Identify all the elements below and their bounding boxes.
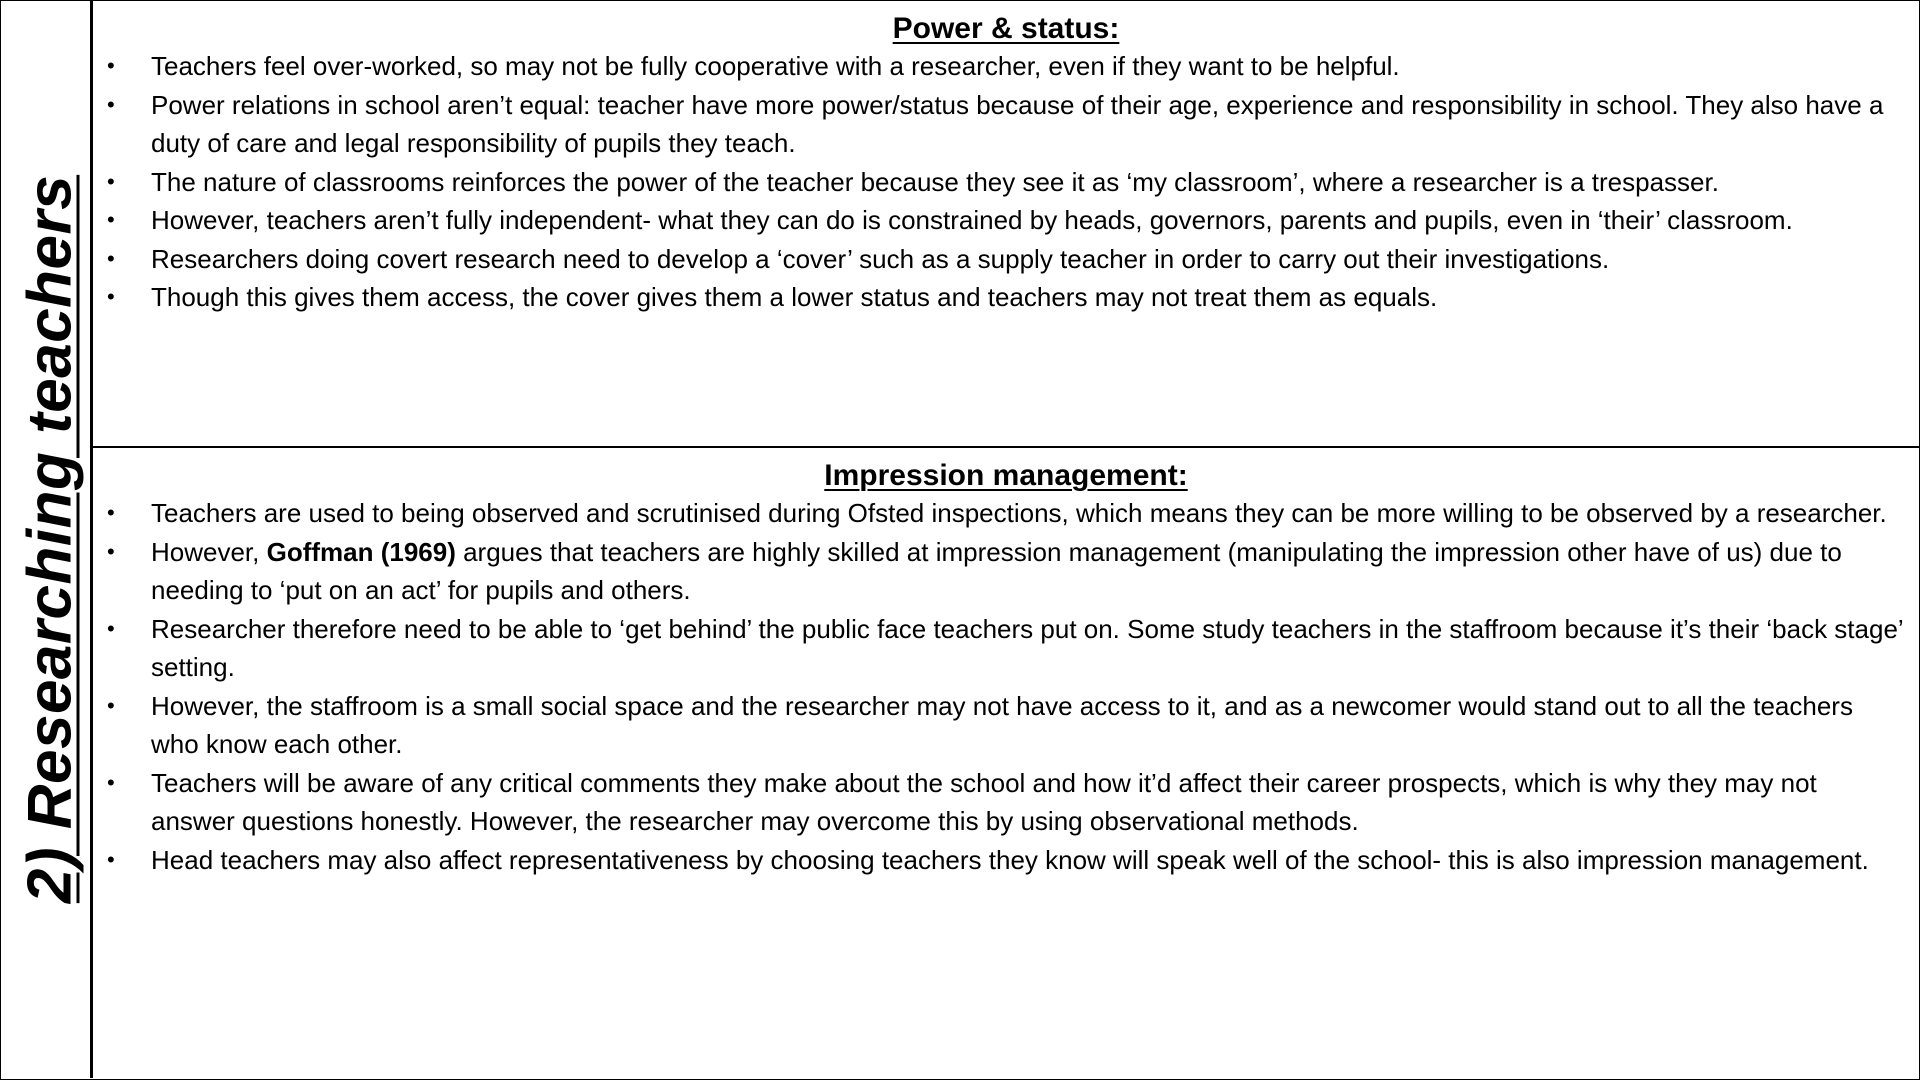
list-item (93, 86, 1919, 163)
bullet-icon: • (107, 284, 115, 309)
bullet-icon: • (107, 615, 115, 641)
bullet-text: However, teachers aren’t fully independent- what they can do is constrained by heads, governors, parents and pupils, even in ‘their’ classroom. (151, 205, 1793, 235)
bullet-icon: • (107, 538, 115, 564)
bullet-text: Though this gives them access, the cover gives them a lower status and teachers may not treat them as equals. (151, 282, 1438, 312)
side-panel (0, 0, 93, 1078)
bullet-text: Researchers doing covert research need to develop a ‘cover’ such as a supply teacher in order to carry out their investigations. (151, 243, 1610, 274)
list-item (93, 841, 1919, 880)
bullet-text: Power relations in school aren’t equal: teacher have more power/status because of their age, experience and responsibility in school. They also have a duty of care and legal responsibility of pupils they teach. (151, 89, 1884, 158)
side-title: 2) Researching teachers (15, 174, 85, 904)
bullet-text: Head teachers may also affect representativeness by choosing teachers they know will speak well of the school- this is also impression management. (151, 844, 1869, 875)
list-item (93, 163, 1919, 202)
impression-management-list (93, 494, 1919, 879)
bullet-text: Teachers will be aware of any critical comments they make about the school and how it’d affect their career prospects, which is why they may not answer questions honestly. However, the researcher may overcome this by using observational methods. (151, 767, 1817, 836)
power-status-list (93, 47, 1919, 317)
bullet-text: The nature of classrooms reinforces the power of the teacher because they see it as ‘my classroom’, where a researcher is a trespasser. (151, 166, 1719, 197)
list-item (93, 278, 1919, 317)
list-item (93, 687, 1919, 764)
bullet-icon: • (107, 846, 115, 872)
list-item (93, 47, 1919, 86)
bullet-text-suffix: argues that teachers are highly skilled at impression management (manipulating the impression other have of us) due to needing to ‘put on an act’ for pupils and others. (151, 536, 1842, 605)
bullet-text: Researcher therefore need to be able to ‘get behind’ the public face teachers put on. Some study teachers in the staffroom because it’s their ‘back stage’ setting. (151, 613, 1903, 682)
bullet-icon: • (107, 769, 115, 795)
bullet-icon: • (107, 91, 115, 117)
bullet-text: Teachers feel over-worked, so may not be fully cooperative with a researcher, even if they want to be helpful. (151, 51, 1400, 81)
list-item (93, 240, 1919, 279)
power-status-title: Power & status: (892, 12, 1120, 45)
bullet-icon: • (107, 245, 115, 271)
bullet-text-prefix: However, (151, 536, 267, 567)
power-status-section (93, 0, 1919, 448)
citation-goffman: Goffman (1969) (266, 536, 456, 567)
list-item (93, 764, 1919, 841)
impression-management-title: Impression management: (824, 459, 1188, 492)
bullet-icon: • (107, 692, 115, 718)
bullet-icon: • (107, 53, 115, 78)
impression-management-section (93, 448, 1919, 1078)
bullet-text: However, the staffroom is a small social space and the researcher may not have access to it, and as a newcomer would stand out to all the teachers who know each other. (151, 690, 1853, 759)
list-item (93, 533, 1919, 610)
list-item (93, 494, 1919, 533)
bullet-icon: • (107, 207, 115, 232)
bullet-icon: • (107, 500, 115, 525)
bullet-text: Teachers are used to being observed and scrutinised during Ofsted inspections, which means they can be more willing to be observed by a researcher. (151, 498, 1887, 528)
list-item (93, 610, 1919, 687)
list-item (93, 201, 1919, 240)
bullet-icon: • (107, 168, 115, 194)
